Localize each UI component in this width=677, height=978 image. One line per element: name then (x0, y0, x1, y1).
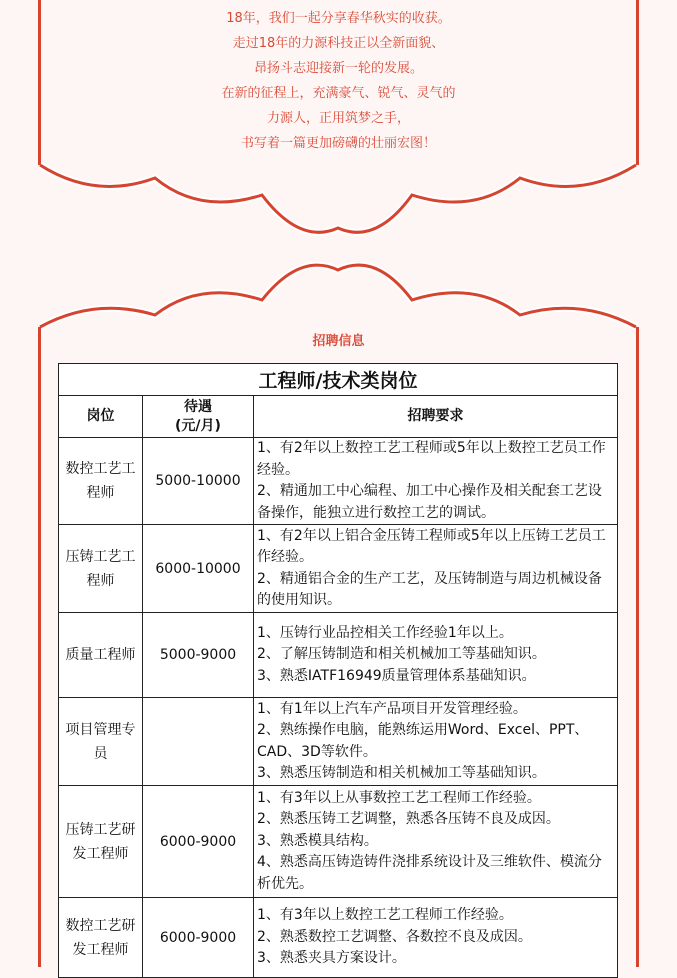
requirement-item: 2、精通加工中心编程、加工中心操作及相关配套工艺设备操作，能独立进行数控工艺的调试。 (257, 483, 602, 521)
poem-line: 书写着一篇更加磅礴的壮丽宏图！ (240, 136, 436, 151)
requirements-cell (254, 698, 618, 786)
poem-line: 在新的征程上，充满豪气、锐气、灵气的 (221, 86, 456, 101)
requirement-item: 3、熟悉压铸制造和相关机械加工等基础知识。 (257, 765, 546, 781)
cloud-border-top (0, 262, 677, 332)
salary-cell: 5000-9000 (143, 613, 254, 698)
table-row (59, 698, 618, 786)
requirement-item: 1、有3年以上数控工艺工程师工作经验。 (257, 907, 513, 924)
poem-line: 昂扬斗志迎接新一轮的发展。 (253, 61, 423, 76)
requirement-item: 2、熟悉压铸工艺调整，熟悉各压铸不良及成因。 (257, 811, 560, 828)
table-header-row (59, 396, 618, 438)
table-row (59, 786, 618, 898)
requirements-cell (254, 898, 618, 978)
header-salary-line1: 待遇 (184, 398, 212, 415)
requirement-item: 1、有2年以上铝合金压铸工程师或5年以上压铸工艺员工作经验。 (257, 527, 606, 565)
salary-cell (143, 698, 254, 786)
requirements-cell (254, 525, 618, 613)
position-cell: 质量工程师 (59, 613, 143, 698)
table-row (59, 613, 618, 698)
requirement-item: 1、有3年以上从事数控工艺工程师工作经验。 (257, 789, 541, 806)
requirements-cell (254, 438, 618, 525)
position-cell: 压铸工艺工程师 (59, 525, 143, 613)
intro-poem (40, 6, 637, 156)
poem-line: 力源人，正用筑梦之手， (266, 111, 410, 126)
position-cell: 项目管理专员 (59, 698, 143, 786)
poem-line: 走过18年的力源科技正以全新面貌、 (232, 36, 445, 51)
position-cell: 压铸工艺研发工程师 (59, 786, 143, 898)
table-row (59, 438, 618, 525)
position-cell: 数控工艺研发工程师 (59, 898, 143, 978)
header-salary (143, 396, 254, 438)
requirement-item: 3、熟悉IATF16949质量管理体系基础知识。 (257, 667, 536, 684)
poem-line: 18年，我们一起分享春华秋实的收获。 (226, 11, 451, 26)
header-position: 岗位 (59, 396, 143, 438)
table-row (59, 898, 618, 978)
table-title: 工程师/技术类岗位 (59, 364, 618, 396)
salary-cell: 6000-9000 (143, 898, 254, 978)
requirement-item: 1、压铸行业品控相关工作经验1年以上。 (257, 624, 513, 641)
cloud-border-bottom (0, 160, 677, 240)
salary-cell: 6000-10000 (143, 525, 254, 613)
section-title: 招聘信息 (312, 334, 365, 349)
salary-cell: 5000-10000 (143, 438, 254, 525)
job-table (58, 363, 618, 978)
frame-left-border-bottom (38, 327, 41, 967)
header-salary-line2: (元/月) (175, 417, 221, 434)
requirements-cell (254, 786, 618, 898)
requirement-item: 4、熟悉高压铸造铸件浇排系统设计及三维软件、模流分析优先。 (257, 854, 602, 892)
requirement-item: 2、了解压铸制造和相关机械加工等基础知识。 (257, 646, 546, 663)
requirement-item: 2、熟悉数控工艺调整、各数控不良及成因。 (257, 928, 532, 945)
frame-right-border-bottom (636, 327, 639, 967)
table-row (59, 525, 618, 613)
requirements-cell (254, 613, 618, 698)
requirement-item: 2、熟练操作电脑，能熟练运用Word、Excel、PPT、CAD、3D等软件。 (257, 722, 589, 760)
position-cell: 数控工艺工程师 (59, 438, 143, 525)
requirement-item: 3、熟悉夹具方案设计。 (257, 950, 406, 967)
requirement-item: 1、有1年以上汽车产品项目开发管理经验。 (257, 700, 527, 717)
requirement-item: 3、熟悉模具结构。 (257, 832, 378, 849)
salary-cell: 6000-9000 (143, 786, 254, 898)
requirement-item: 2、精通铝合金的生产工艺，及压铸制造与周边机械设备的使用知识。 (257, 570, 602, 608)
header-requirements: 招聘要求 (254, 396, 618, 438)
requirement-item: 1、有2年以上数控工艺工程师或5年以上数控工艺员工作经验。 (257, 440, 606, 478)
